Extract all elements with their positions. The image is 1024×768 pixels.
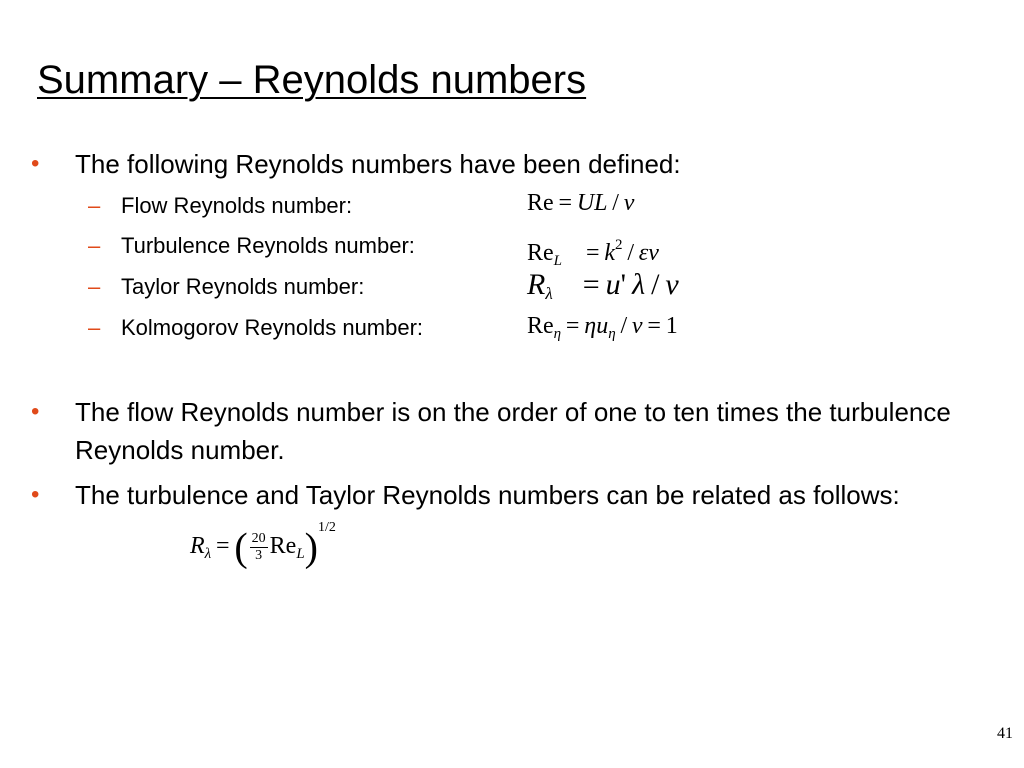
sub-item-label: Turbulence Reynolds number:: [121, 233, 415, 258]
bullet-icon: •: [31, 481, 40, 508]
equation-taylor-reynolds: Rλ = u' λ / ν: [527, 268, 679, 303]
equation-kolmogorov-reynolds: $Re_\eta = \eta u_\eta / \nu = 1$: [527, 313, 678, 342]
sub-item-label: Taylor Reynolds number:: [121, 274, 365, 299]
dash-icon: –: [88, 274, 101, 299]
sub-item-label: Flow Reynolds number:: [121, 193, 353, 218]
bullet-text: The turbulence and Taylor Reynolds numbers can be related as follows:: [75, 480, 900, 510]
equation-turbulence-reynolds: $Re_L$ = $k^2$ / εν: [527, 237, 659, 269]
slide-title: Summary – Reynolds numbers: [37, 58, 587, 102]
equation-flow-reynolds: Re = UL / ν: [527, 190, 635, 216]
sub-item-label: Kolmogorov Reynolds number:: [121, 315, 424, 340]
bullet-item: [31, 393, 991, 469]
bullet-icon: •: [31, 150, 40, 177]
bullet-text: The flow Reynolds number is on the order of one to ten times the turbulence Reynolds number.: [75, 397, 951, 465]
bullet-text: The following Reynolds numbers have been defined:: [75, 149, 681, 179]
dash-icon: –: [88, 193, 101, 218]
bullet-item: [31, 145, 991, 183]
slide-number: 41: [997, 725, 1013, 742]
dash-icon: –: [88, 233, 101, 258]
equation-taylor-turbulence-relation: $R_\lambda$ = ( $\frac{20}{3}$ $Re_L)^{1/2}$: [190, 520, 336, 570]
dash-icon: –: [88, 315, 101, 340]
bullet-icon: •: [31, 398, 40, 425]
bullet-item: [31, 476, 971, 514]
